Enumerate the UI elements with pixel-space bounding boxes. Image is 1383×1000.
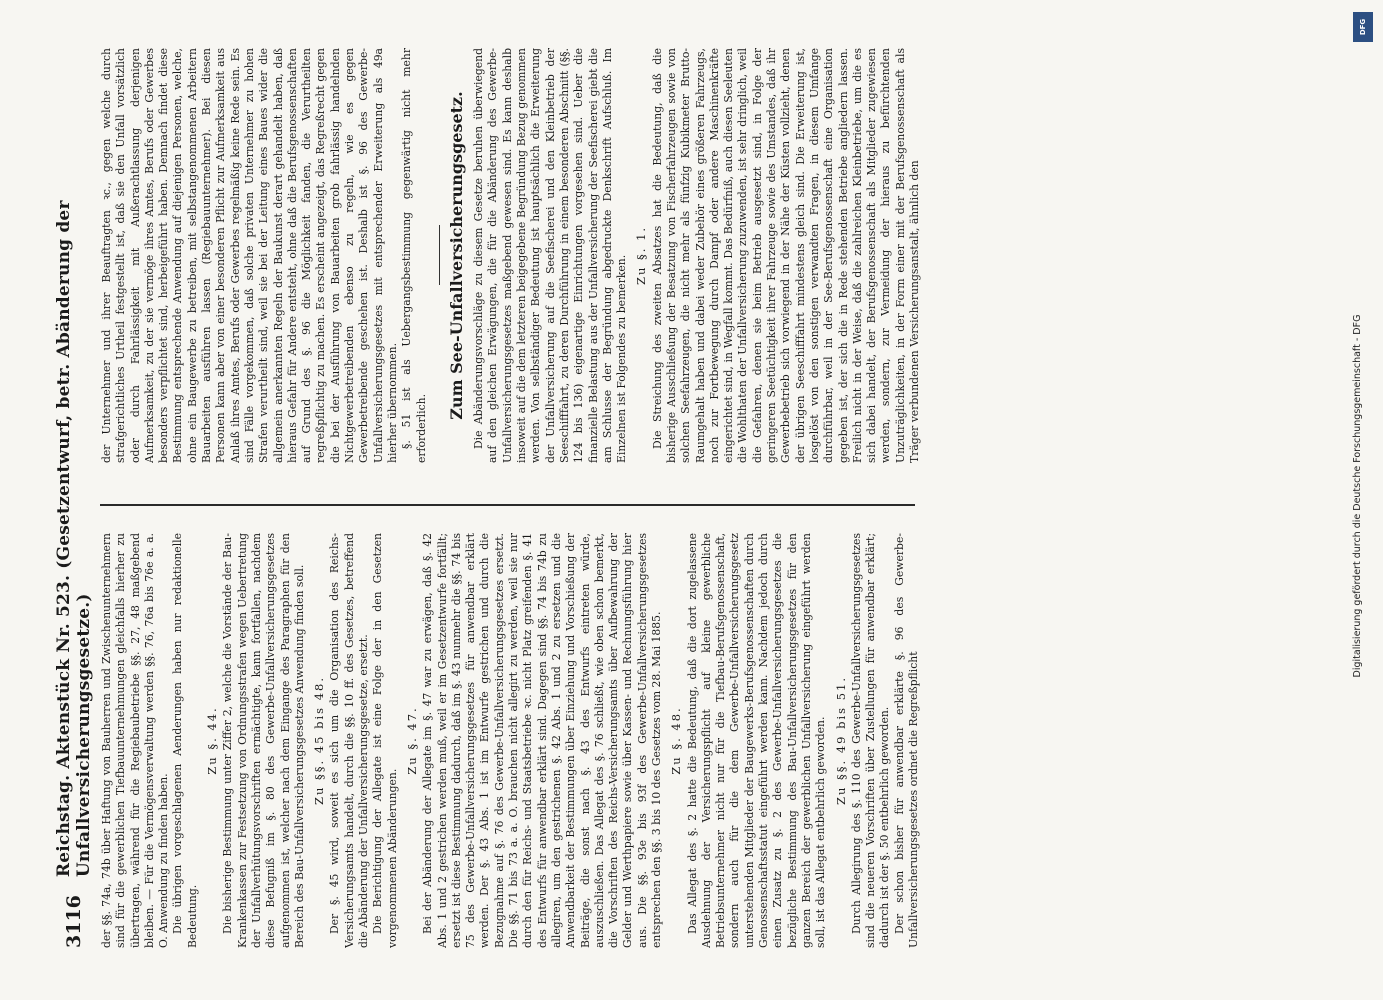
- dfg-logo-text: DFG: [1359, 18, 1367, 36]
- section-heading: Zu §§. 45 bis 48.: [312, 675, 327, 806]
- paragraph: Die bisherige Bestimmung unter Ziffer 2, welche die Vorstände der Bau-Krankenkassen zur Festsetzung von Ordnungsstrafen wegen Uebertretung der Unfallverhütungsvorschriften ermächtigte, kann fortfallen, nachdem diese Befugniß im §. 80 des Gewerbe-Unfallversicherungsgesetzes aufgenommen ist, welcher nach dem Eingange des Paragraphen für den Bereich des Bau-Unfallversicherungsgesetzes Anwendung finden soll.: [221, 533, 306, 948]
- section-heading: Zu §. 47.: [404, 706, 419, 775]
- page-number: 3116: [63, 895, 85, 948]
- paragraph: Die Streichung des zweiten Absatzes hat die Bedeutung, daß die bisherige Ausschließung der Besatzung von Fischerfahrzeugen sowie von solchen Seefahrzeugen, die nicht mehr als fünfzig Kubikmeter Brutto-Raumgehalt haben und dabei weder Zubehör eines größeren Fahrzeugs, noch zur Fortbewegung durch Dampf oder andere Maschinenkräfte eingerichtet sind, in Wegfall kommt. Das Bedürfniß, auch diesen Seeleuten die Wohlthaten der Unfallversicherung zuzuwenden, ist sehr dringlich, weil die Gefahren, denen sie beim Betrieb ausgesetzt sind, in Folge der geringeren Seetüchtigkeit ihrer Fahrzeuge sowie des Umstandes, daß ihr Gewerbebetrieb sich vorwiegend in der Nähe der Küsten vollzieht, denen der übrigen Seeschifffahrt mindestens gleich sind. Die Erweiterung ist, losgelöst von den sonstigen verwandten Fragen, in diesem Umfange durchführbar, weil in der See-Berufsgenossenschaft eine Organisation gegeben ist, der sich die in Rede stehenden Betriebe angliedern lassen. Freilich nicht in der Weise, daß die zahlreichen Kleinbetriebe, um die es sich dabei handelt, der Berufsgenossenschaft als Mitglieder zugewiesen werden, sondern, zur Vermeidung der hieraus zu befürchtenden Unzuträglichkeiten, in der Form einer mit der Berufsgenossenschaft als Träger verbundenen Versicherungsanstalt, ähnlich den: [650, 48, 922, 463]
- left-column: [100, 533, 940, 948]
- section-heading: Zu §. 48.: [669, 706, 684, 775]
- section-heading: Zu §§. 49 bis 51.: [833, 675, 848, 806]
- paragraph: Der §. 45 wird, soweit es sich um die Organisation des Reichs-Versicherungsamts handelt, durch die §§. 10 ff. des Gesetzes, betreffend die Abänderung der Unfallversicherungsgesetze, ersetzt.: [328, 533, 371, 948]
- funding-note: Digitalisierung gefördert durch die Deutsche Forschungsgemeinschaft - DFG: [1352, 314, 1363, 678]
- separator-rule: [439, 226, 440, 286]
- paragraph: Die Berichtigung der Allegate ist eine Folge der in den Gesetzen vorgenommenen Abänderungen.: [371, 533, 399, 948]
- digitization-sidebar: [1350, 8, 1376, 992]
- paragraph: Durch Allegirung des §. 110 des Gewerbe-Unfallversicherungsgesetzes sind die neueren Vorschriften über Zustellungen für anwendbar erklärt; dadurch ist der §. 50 entbehrlich geworden.: [849, 533, 892, 948]
- paragraph: Der schon bisher für anwendbar erklärte §. 96 des Gewerbe-Unfallversicherungsgesetzes ordnet die Regreßpflicht: [892, 533, 921, 948]
- page-header: [52, 48, 96, 948]
- chapter-title: Zum See-Unfallversicherungsgesetz.: [446, 91, 466, 420]
- paragraph: Bei der Abänderung der Allegate im §. 47 war zu erwägen, daß §. 42 Abs. 1 und 2 gestrichen werden muß, weil er im Gesetzentwurfe fortfällt; ersetzt ist diese Bestimmung dadurch, daß im §. 43 nunmehr die §§. 74 bis 75 des Gewerbe-Unfallversicherungsgesetzes für anwendbar erklärt werden. Der §. 43 Abs. 1 ist im Entwurfe gestrichen und durch die Bezugnahme auf §. 76 des Gewerbe-Unfallversicherungsgesetzes ersetzt. Die §§. 71 bis 73 a. a. O. brauchen nicht allegirt zu werden, weil sie nur durch den für Reichs- und Staatsbetriebe ꝛc. nicht Platz greifenden §. 41 des Entwurfs für anwendbar erklärt sind. Dagegen sind §§. 74 bis 74b zu allegiren, um den gestrichenen §. 42 Abs. 1 und 2 zu ersetzen und die Anwendbarkeit der Bestimmungen über Einziehung und Vorschießung der Beiträge, die sonst nach §. 43 des Entwurfs eintreten würde, auszuschließen. Das Allegat des §. 76 schließt, wie oben schon bemerkt, die Vorschriften des Reichs-Versicherungsamts über Aufbewahrung der Gelder und Werthpapiere sowie über Kassen- und Rechnungsführung hier aus. Die §§. 93e bis 93f des Gewerbe-Unfallversicherungsgesetzes entsprechen den §§. 3 bis 10 des Gesetzes vom 28. Mai 1885.: [421, 533, 663, 948]
- paragraph: §. 51 ist als Uebergangsbestimmung gegenwärtig nicht mehr erforderlich.: [400, 48, 428, 463]
- running-title: Reichstag. Aktenstück Nr. 523. (Gesetzentwurf, betr. Abänderung der Unfallversicherungsgesetze.): [54, 200, 94, 878]
- section-heading: Zu §. 44.: [205, 706, 220, 775]
- paragraph: Das Allegat des §. 2 hatte die Bedeutung, daß die dort zugelassene Ausdehnung der Versicherungspflicht auf kleine gewerbliche Betriebsunternehmer nicht nur für die Tiefbau-Berufsgenossenschaft, sondern auch für die dem Gewerbe-Unfallversicherungsgesetz unterstehenden Mitglieder der Baugewerks-Berufsgenossenschaften durch Genossenschaftsstatut eingeführt werden kann. Nachdem jedoch durch einen Zusatz zu §. 2 des Gewerbe-Unfallversicherungsgesetzes die bezügliche Bestimmung des Bau-Unfallversicherungsgesetzes für den ganzen Bereich der gewerblichen Unfallversicherung eingeführt werden soll, ist das Allegat entbehrlich geworden.: [685, 533, 828, 948]
- paragraph: der §§. 74a, 74b über Haftung von Bauherren und Zwischenunternehmern sind für die gewerblichen Tiefbauunternehmungen gleichfalls hierher zu übertragen, während für die Regiebaubetriebe §§. 27, 48 maßgebend bleiben. — Für die Vermögensverwaltung werden §§. 76, 76a bis 76e a. a. O. Anwendung zu finden haben.: [100, 533, 171, 948]
- section-heading: Zu §. 1.: [634, 225, 649, 286]
- paragraph: Die übrigen vorgeschlagenen Aenderungen haben nur redaktionelle Bedeutung.: [171, 533, 199, 948]
- paragraph: der Unternehmer und ihrer Beauftragten ꝛc., gegen welche durch strafgerichtliches Urtheil festgestellt ist, daß sie den Unfall vorsätzlich oder durch Fahrlässigkeit mit Außerachtlassung derjenigen Aufmerksamkeit, zu der sie vermöge ihres Amtes, Berufs oder Gewerbes besonders verpflichtet sind, herbeigeführt haben. Demnach findet diese Bestimmung entsprechende Anwendung auf diejenigen Personen, welche, ohne ein Baugewerbe zu betreiben, mit selbstangenommenen Arbeitern Bauarbeiten ausführen lassen (Regiebauunternehmer). Bei diesen Personen kann aber von einer besonderen Pflicht zur Aufmerksamkeit aus Anlaß ihres Amtes, Berufs oder Gewerbes regelmäßig keine Rede sein. Es sind Fälle vorgekommen, daß solche privaten Unternehmer zu hohen Strafen verurtheilt sind, weil sie bei der Leitung eines Baues wider die allgemein anerkannten Regeln der Baukunst derart gehandelt haben, daß hieraus Gefahr für Andere entsteht, ohne daß die Berufsgenossenschaften auf Grund des §. 96 die Möglichkeit fanden, die Verurtheilten regreßpflichtig zu machen. Es erscheint angezeigt, das Regreßrecht gegen die bei der Ausführung von Bauarbeiten grob fahrlässig handelnden Nichtgewerbetreibenden ebenso zu regeln, wie es gegen Gewerbetreibende geschehen ist. Deshalb ist §. 96 des Gewerbe-Unfallversicherungsgesetzes mit entsprechender Erweiterung als 49a hierher übernommen.: [100, 48, 399, 463]
- column-divider: [100, 504, 915, 506]
- paragraph: Die Abänderungsvorschläge zu diesem Gesetze beruhen überwiegend auf den gleichen Erwägungen, die für die Abänderung des Gewerbe-Unfallversicherungsgesetzes maßgebend gewesen sind. Es kann deshalb insoweit auf die dem letzteren beigegebene Begründung Bezug genommen werden. Von selbständiger Bedeutung ist hauptsächlich die Erweiterung der Unfallversicherung auf die Seefischerei und den Kleinbetrieb der Seeschifffahrt, zu deren Durchführung in einem besonderen Abschnitt (§§. 124 bis 136) eigenartige Einrichtungen vorgesehen sind. Ueber die finanzielle Belastung aus der Unfallversicherung der Seefischerei giebt die am Schlusse der Begründung abgedruckte Denkschrift Aufschluß. Im Einzelnen ist Folgendes zu bemerken.: [472, 48, 629, 463]
- right-column: [100, 48, 940, 463]
